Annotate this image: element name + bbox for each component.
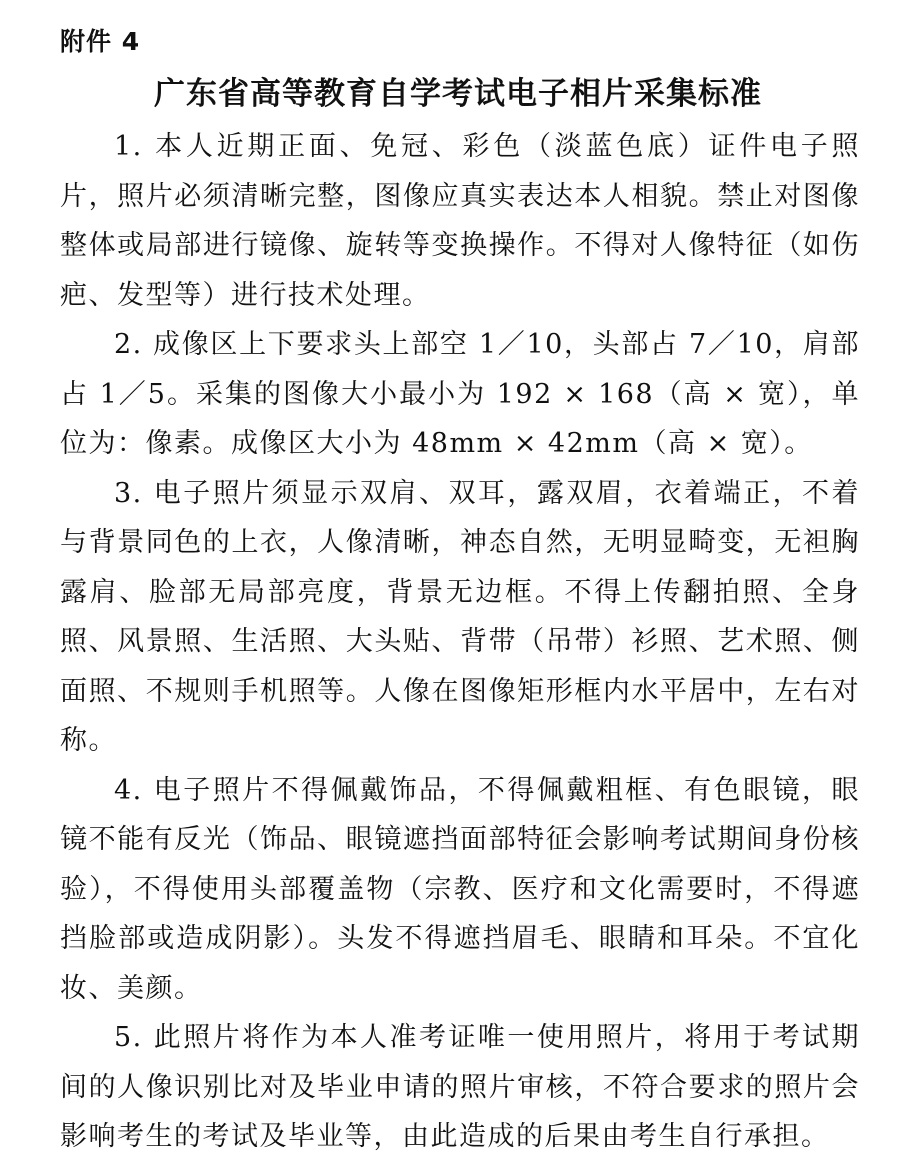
paragraph-5: 5. 此照片将作为本人准考证唯一使用照片，将用于考试期间的人像识别比对及毕业申请的照片审核，不符合要求的照片会影响考生的考试及毕业等，由此造成的后果由考生自行承担。 [60,1022,860,1152]
attachment-label: 附件 4 [60,27,141,56]
paragraph-2: 2. 成像区上下要求头上部空 1／10，头部占 7／10，肩部占 1／5。采集的图像大小最小为 192 × 168（高 × 宽），单位为：像素。成像区大小为 48mm × 42mm（高 × 宽）。 [60,329,860,459]
paragraph-3: 3. 电子照片须显示双肩、双耳，露双眉，衣着端正，不着与背景同色的上衣，人像清晰，神态自然，无明显畸变，无袒胸露肩、脸部无局部亮度，背景无边框。不得上传翻拍照、全身照、风景照、生活照、大头贴、背带（吊带）衫照、艺术照、侧面照、不规则手机照等。人像在图像矩形框内水平居中，左右对称。 [60,477,860,756]
document-title: 广东省高等教育自学考试电子相片采集标准 [154,76,762,112]
document-body [60,122,860,1162]
paragraph-4: 4. 电子照片不得佩戴饰品，不得佩戴粗框、有色眼镜，眼镜不能有反光（饰品、眼镜遮挡面部特征会影响考试期间身份核验），不得使用头部覆盖物（宗教、医疗和文化需要时，不得遮挡脸部或造成阴影）。头发不得遮挡眉毛、眼睛和耳朵。不宜化妆、美颜。 [60,774,860,1004]
paragraph-1: 1. 本人近期正面、免冠、彩色（淡蓝色底）证件电子照片，照片必须清晰完整，图像应真实表达本人相貌。禁止对图像整体或局部进行镜像、旋转等变换操作。不得对人像特征（如伤疤、发型等）进行技术处理。 [60,131,860,311]
